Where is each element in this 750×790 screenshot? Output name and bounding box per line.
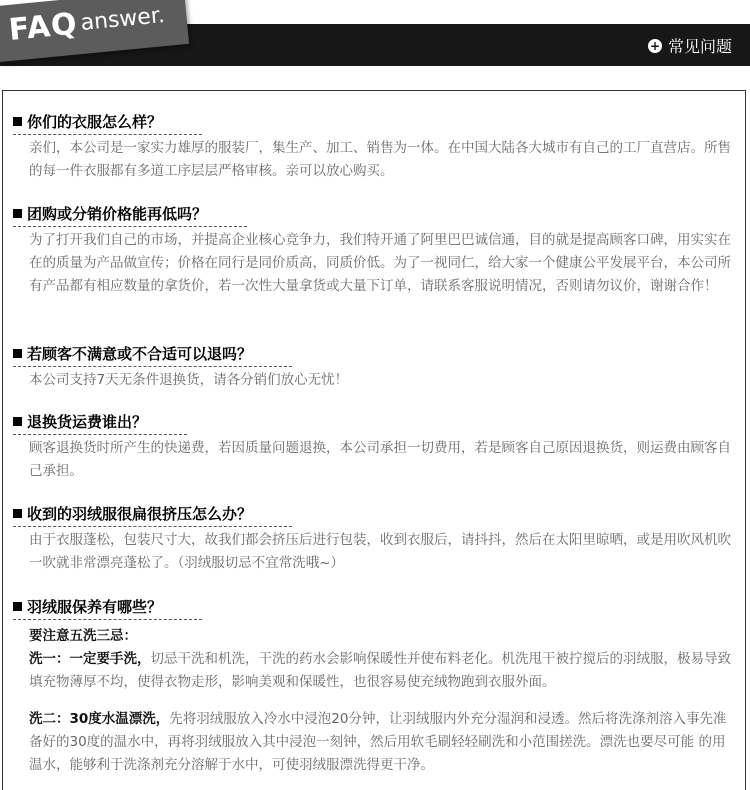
faq-answer: 亲们，本公司是一家实力雄厚的服装厂，集生产、加工、销售为一体。在中国大陆各大城市有自己的工厂直营店。所售的每一件衣服都有多道工序层层严格审核。亲可以放心购买。 xyxy=(29,140,731,179)
bullet-icon xyxy=(13,602,22,611)
bullet-icon xyxy=(13,417,22,426)
question-text: 团购或分销价格能再低吗？ xyxy=(27,205,208,223)
wash-two xyxy=(13,708,733,777)
answer-label: answer. xyxy=(79,3,166,37)
faq-answer: 本公司支持7天无条件退换货，请各分销们放心无忧！ xyxy=(29,372,349,388)
header xyxy=(0,0,750,72)
bullet-icon xyxy=(13,349,22,358)
bullet-icon xyxy=(13,509,22,518)
faq-item xyxy=(13,111,733,183)
faq-answer: 为了打开我们自己的市场，并提高企业核心竞争力，我们特开通了阿里巴巴诚信通，目的就是提高顾客口碑，用实实在在的质量为产品做宣传；价格在同行是同价质高，同质价低。为了一视同仁，给大家一个健康公平发展平台，本公司所有产品都有相应数量的拿货价，若一次性大量拿货或大量下订单，请联系客服说明情况，否则请勿议价，谢谢合作！ xyxy=(29,232,731,294)
faq-content xyxy=(2,90,746,790)
wash-one xyxy=(13,648,733,694)
common-questions-label: 常见问题 xyxy=(667,37,732,56)
wash-one-head: 洗一：一定要手洗， xyxy=(29,651,151,667)
faq-question xyxy=(13,203,247,227)
common-questions-link[interactable] xyxy=(648,34,732,57)
care-subtitle: 要注意五洗三忌： xyxy=(29,628,137,644)
faq-question xyxy=(13,503,292,527)
faq-item xyxy=(13,343,733,392)
faq-item xyxy=(13,411,733,483)
faq-question xyxy=(13,111,202,135)
faq-question xyxy=(13,596,202,620)
wash-two-text: 先将羽绒服放入冷水中浸泡20分钟，让羽绒服内外充分湿润和浸透。然后将洗涤剂溶入事先准备好的30度的温水中，再将羽绒服放入其中浸泡一刻钟，然后用软毛刷轻轻刷洗和小范围搓洗。漂洗也要尽可能 的用温水，能够利于洗涤剂充分溶解于水中，可使羽绒服漂洗得更干净。 xyxy=(29,711,727,773)
faq-answer: 顾客退换货时所产生的快递费，若因质量问题退换，本公司承担一切费用，若是顾客自己原因退换货，则运费由顾客自己承担。 xyxy=(29,440,731,479)
question-text: 你们的衣服怎么样？ xyxy=(27,113,163,131)
question-text: 退换货运费谁出？ xyxy=(27,413,148,431)
wash-one-text: 切忌干洗和机洗，干洗的药水会影响保暖性并使布料老化。机洗甩干被拧搅后的羽绒服，极易导致填充物薄厚不均，使得衣物走形，影响美观和保暖性，也很容易使充绒物跑到衣服外面。 xyxy=(29,651,731,690)
faq-title: FAQ xyxy=(7,6,80,48)
question-text: 羽绒服保养有哪些？ xyxy=(27,598,163,616)
faq-item xyxy=(13,203,733,298)
question-text: 收到的羽绒服很扁很挤压怎么办？ xyxy=(27,505,253,523)
bullet-icon xyxy=(13,209,22,218)
faq-question xyxy=(13,343,292,367)
question-text: 若顾客不满意或不合适可以退吗？ xyxy=(27,345,253,363)
wash-two-head: 洗二：30度水温漂洗， xyxy=(29,711,170,727)
faq-item xyxy=(13,503,733,575)
faq-question xyxy=(13,411,187,435)
bullet-icon xyxy=(13,117,22,126)
faq-answer: 由于衣服蓬松，包装尺寸大，故我们都会挤压后进行包装，收到衣服后，请抖抖，然后在太阳里晾晒，或是用吹风机吹一吹就非常漂亮蓬松了。（羽绒服切忌不宜常洗哦~） xyxy=(29,532,731,571)
faq-item xyxy=(13,596,733,777)
plus-icon: + xyxy=(649,38,661,53)
